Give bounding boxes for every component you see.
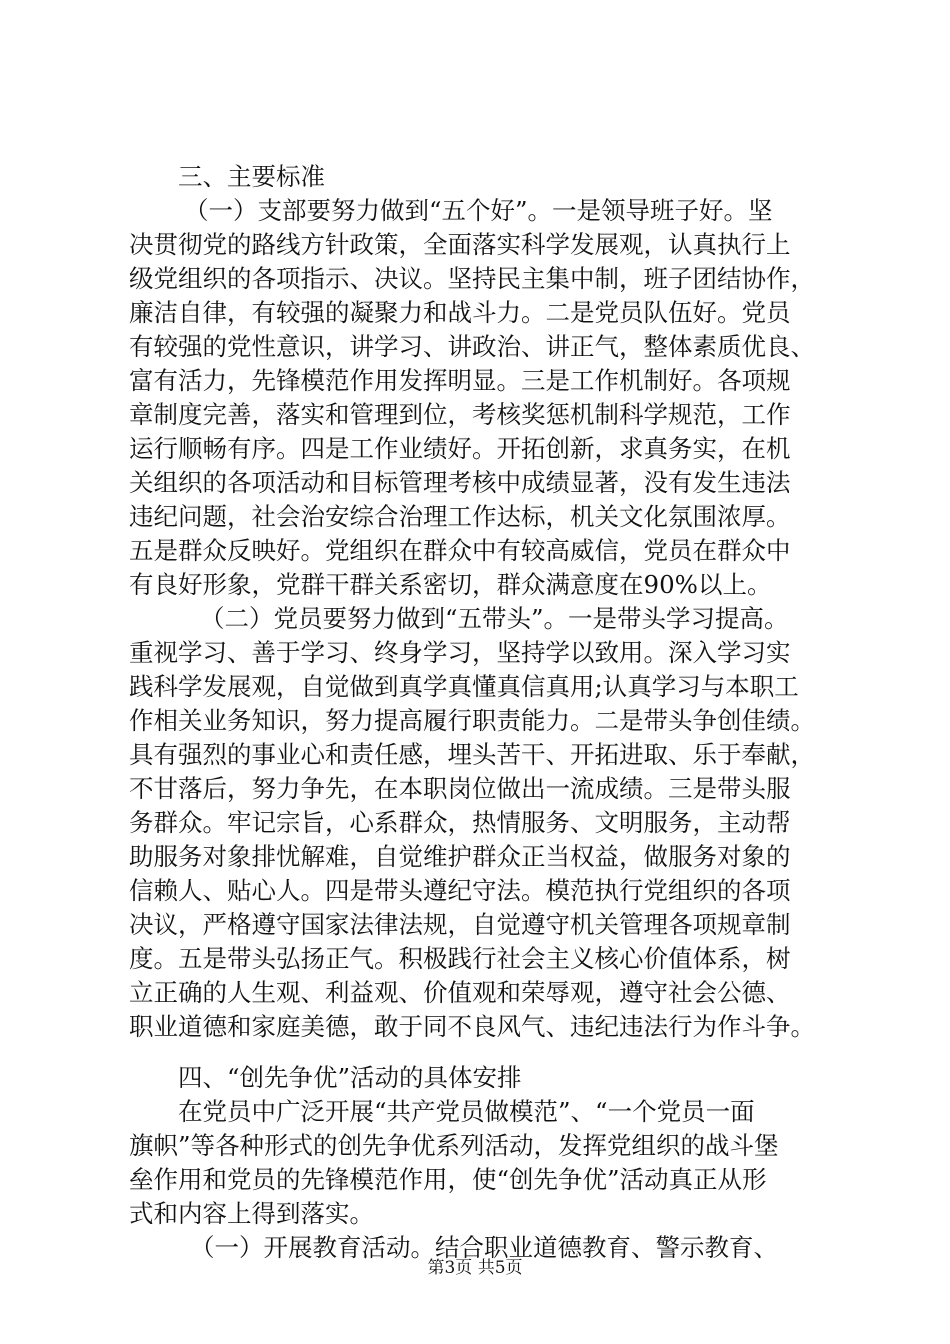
paragraph-line: （一）支部要努力做到“五个好”。一是领导班子好。坚	[184, 196, 773, 225]
section-heading: 三、主要标准	[178, 162, 325, 191]
section-heading: 四、“创先争优”活动的具体安排	[178, 1063, 522, 1092]
paragraph-line: 富有活力，先锋模范作用发挥明显。三是工作机制好。各项规	[129, 366, 791, 395]
paragraph-line: 垒作用和党员的先锋模范作用，使“创先争优”活动真正从形	[129, 1165, 767, 1194]
paragraph-line: 立正确的人生观、利益观、价值观和荣辱观，遵守社会公德、	[129, 978, 791, 1007]
paragraph-line: 运行顺畅有序。四是工作业绩好。开拓创新，求真务实，在机	[129, 434, 791, 463]
paragraph-line: 在党员中广泛开展“共产党员做模范”、“一个党员一面	[178, 1097, 755, 1126]
paragraph-line: 有较强的党性意识，讲学习、讲政治、讲正气，整体素质优良、	[129, 332, 815, 361]
paragraph-line: 违纪问题，社会治安综合治理工作达标，机关文化氛围浓厚。	[129, 502, 791, 531]
paragraph-line: 章制度完善，落实和管理到位，考核奖惩机制科学规范，工作	[129, 400, 791, 429]
paragraph-line: 职业道德和家庭美德，敢于同不良风气、违纪违法行为作斗争。	[129, 1012, 815, 1041]
paragraph-line: 践科学发展观，自觉做到真学真懂真信真用;认真学习与本职工	[129, 672, 799, 701]
paragraph-line: 度。五是带头弘扬正气。积极践行社会主义核心价值体系，树	[129, 944, 791, 973]
paragraph-line: 决贯彻党的路线方针政策，全面落实科学发展观，认真执行上	[129, 230, 791, 259]
paragraph-line: 五是群众反映好。党组织在群众中有较高威信，党员在群众中	[129, 536, 791, 565]
paragraph-line: 具有强烈的事业心和责任感，埋头苦干、开拓进取、乐于奉献，	[129, 740, 815, 769]
paragraph-line: 式和内容上得到落实。	[129, 1199, 374, 1228]
paragraph-line: 廉洁自律，有较强的凝聚力和战斗力。二是党员队伍好。党员	[129, 298, 791, 327]
paragraph-line: 重视学习、善于学习、终身学习，坚持学以致用。深入学习实	[129, 638, 791, 667]
paragraph-line: 不甘落后，努力争先，在本职岗位做出一流成绩。三是带头服	[129, 774, 791, 803]
paragraph-line: 决议，严格遵守国家法律法规，自觉遵守机关管理各项规章制	[129, 910, 791, 939]
paragraph-line: 级党组织的各项指示、决议。坚持民主集中制，班子团结协作，	[129, 264, 815, 293]
page-footer: 第3页 共5页	[427, 1258, 523, 1278]
paragraph-line: （二）党员要努力做到“五带头”。一是带头学习提高。	[200, 604, 789, 633]
paragraph-line: 作相关业务知识，努力提高履行职责能力。二是带头争创佳绩。	[129, 706, 815, 735]
paragraph-line: 信赖人、贴心人。四是带头遵纪守法。模范执行党组织的各项	[129, 876, 791, 905]
paragraph-line: 旗帜”等各种形式的创先争优系列活动，发挥党组织的战斗堡	[129, 1131, 779, 1160]
paragraph-line: 关组织的各项活动和目标管理考核中成绩显著，没有发生违法	[129, 468, 791, 497]
paragraph-line: 助服务对象排忧解难，自觉维护群众正当权益，做服务对象的	[129, 842, 791, 871]
paragraph-line: 务群众。牢记宗旨，心系群众，热情服务、文明服务，主动帮	[129, 808, 791, 837]
paragraph-line: 有良好形象，党群干群关系密切，群众满意度在90%以上。	[129, 570, 772, 599]
paragraph-line: （一）开展教育活动。结合职业道德教育、警示教育、	[190, 1233, 778, 1262]
